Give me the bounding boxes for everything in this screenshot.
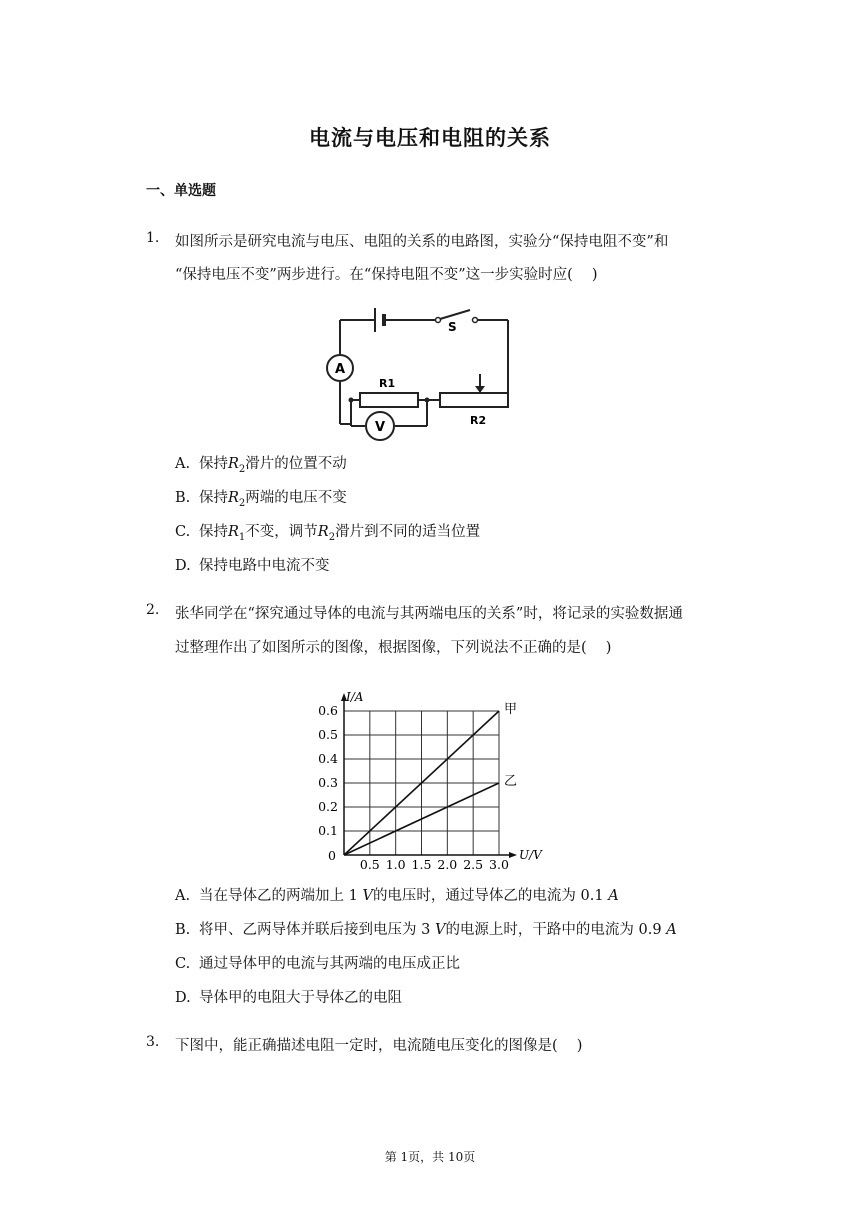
voltmeter-label: V: [375, 420, 386, 435]
option-subscript: 1: [238, 531, 246, 543]
option-label: C.: [175, 956, 191, 972]
option-text: 的电压时，通过导体乙的电流为 0.1: [372, 888, 609, 904]
q2-option-c[interactable]: [175, 952, 460, 973]
option-subscript: 2: [328, 531, 336, 543]
page-footer: 第 1页，共 10页: [384, 1150, 476, 1164]
q1-option-d[interactable]: [175, 554, 330, 575]
r1-label: R1: [379, 377, 396, 390]
q1-option-b[interactable]: [175, 486, 347, 509]
option-text: 滑片到不同的适当位置: [335, 524, 481, 540]
option-label: B.: [175, 922, 191, 938]
y-axis-label: I/A: [346, 690, 364, 704]
y-tick-label: 0.4: [318, 751, 338, 766]
series-label-1: 甲: [504, 702, 518, 717]
page-title: 电流与电压和电阻的关系: [309, 126, 551, 150]
option-text: 滑片的位置不动: [245, 456, 347, 472]
x-tick-label: 1.5: [411, 857, 432, 870]
option-subscript: 2: [238, 497, 246, 509]
option-text: 将甲、乙两导体并联后接到电压为 3: [199, 922, 435, 938]
option-unit: A: [666, 922, 677, 938]
option-unit: V: [434, 922, 446, 938]
option-text: 通过导体甲的电流与其两端的电压成正比: [199, 956, 460, 972]
origin-label: 0: [328, 848, 336, 863]
option-label: D.: [175, 558, 191, 574]
option-text: 两端的电压不变: [245, 490, 347, 506]
switch-label: S: [448, 320, 457, 334]
option-subscript: 2: [238, 463, 246, 475]
x-axis-label: U/V: [519, 848, 542, 862]
option-text: 保持: [199, 524, 228, 540]
option-label: B.: [175, 490, 191, 506]
option-text: 的电源上时，干路中的电流为 0.9: [445, 922, 667, 938]
option-label: C.: [175, 524, 191, 540]
q3-number: 3.: [146, 1034, 160, 1050]
series-label-2: 乙: [504, 774, 518, 789]
option-text: 保持电路中电流不变: [199, 558, 330, 574]
option-label: A.: [175, 456, 191, 472]
option-text: 保持: [199, 456, 228, 472]
option-text: 当在导体乙的两端加上 1: [199, 888, 363, 904]
q1-stem-line1: 如图所示是研究电流与电压、电阻的关系的电路图，实验分“保持电阻不变”和: [175, 234, 669, 250]
q3-stem-line1: 下图中，能正确描述电阻一定时，电流随电压变化的图像是( ): [175, 1038, 583, 1054]
x-tick-label: 2.5: [463, 857, 484, 870]
option-label: A.: [175, 888, 191, 904]
option-variable: R: [317, 524, 329, 540]
option-label: D.: [175, 990, 191, 1006]
y-tick-label: 0.1: [318, 823, 338, 838]
x-tick-label: 1.0: [385, 857, 406, 870]
x-tick-label: 3.0: [489, 857, 509, 870]
q2-iu-chart: [310, 680, 560, 870]
q1-number: 1.: [146, 230, 160, 246]
switch-icon: [440, 310, 470, 319]
y-tick-label: 0.6: [318, 703, 338, 718]
rheostat-r2: [440, 393, 508, 407]
x-axis-arrow: [509, 852, 517, 858]
q2-option-d[interactable]: [175, 986, 402, 1007]
y-tick-label: 0.5: [318, 727, 338, 742]
q1-stem-line2: “保持电压不变”两步进行。在“保持电阻不变”这一步实验时应( ): [175, 267, 598, 283]
q1-option-a[interactable]: [175, 452, 347, 475]
option-unit: V: [362, 888, 373, 904]
option-variable: R: [228, 490, 239, 506]
q2-option-b[interactable]: [175, 918, 677, 939]
option-text: 导体甲的电阻大于导体乙的电阻: [199, 990, 402, 1006]
option-unit: A: [608, 888, 619, 904]
q2-number: 2.: [146, 602, 160, 618]
q2-stem-line1: 张华同学在“探究通过导体的电流与其两端电压的关系”时，将记录的实验数据通: [175, 606, 683, 622]
q2-option-a[interactable]: [175, 884, 619, 905]
x-tick-label: 0.5: [359, 857, 380, 870]
y-tick-label: 0.3: [318, 775, 338, 790]
section-heading: 一、单选题: [146, 183, 216, 199]
option-variable: R: [228, 456, 239, 472]
x-tick-label: 2.0: [437, 857, 458, 870]
q1-option-c[interactable]: [175, 520, 480, 543]
y-tick-label: 0.2: [318, 799, 338, 814]
q2-stem-line2: 过整理作出了如图所示的图像，根据图像，下列说法不正确的是( ): [175, 640, 612, 656]
option-text: 不变，调节: [245, 524, 318, 540]
r2-label: R2: [470, 414, 487, 427]
option-variable: R: [228, 524, 239, 540]
ammeter-label: A: [335, 362, 346, 377]
option-text: 保持: [199, 490, 228, 506]
q1-circuit-diagram: [320, 302, 520, 442]
resistor-r1: [360, 393, 418, 407]
